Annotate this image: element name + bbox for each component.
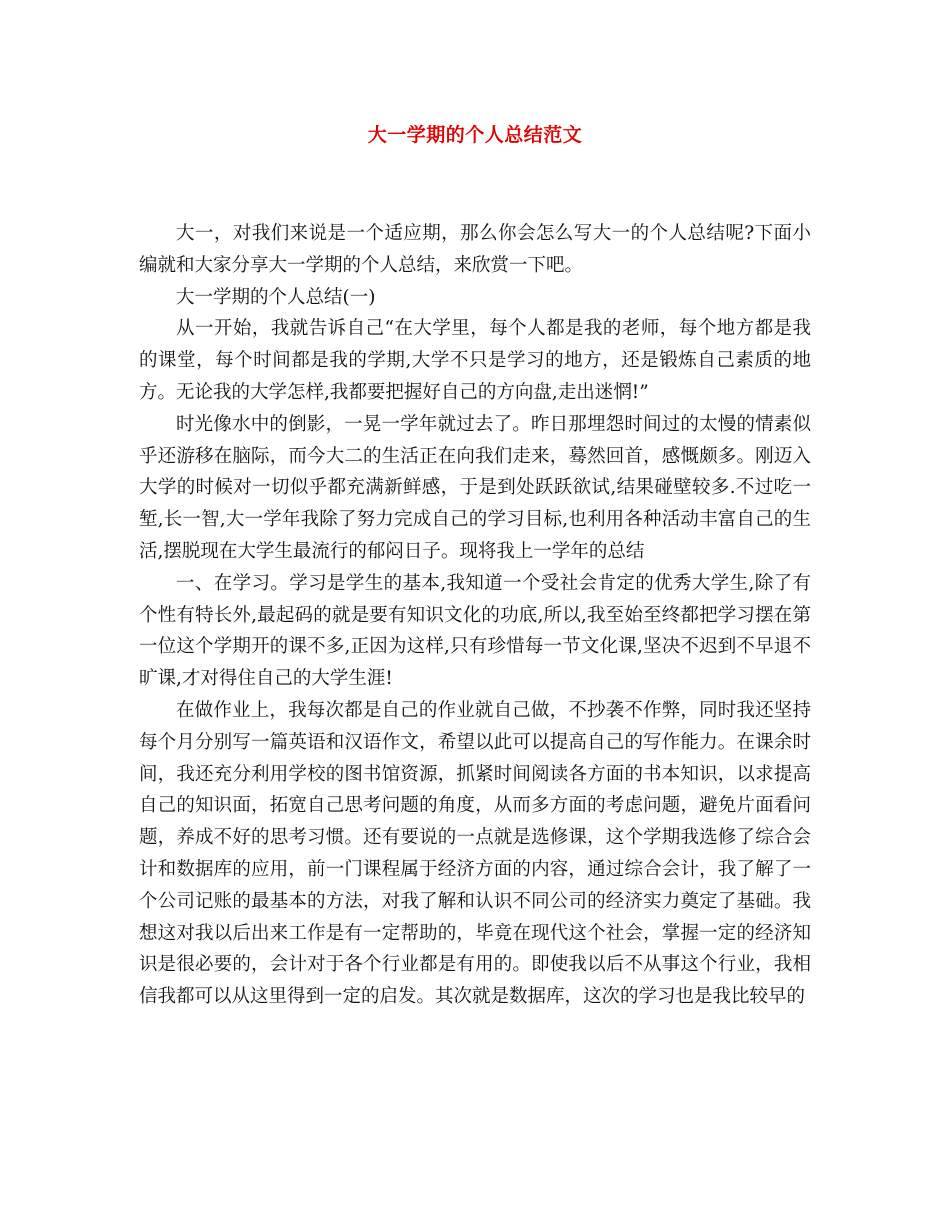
paragraph: 从一开始，我就告诉自己“在大学里，每个人都是我的老师，每个地方都是我的课堂，每个时间都是我的学期,大学不只是学习的地方，还是锻炼自己素质的地方。无论我的大学怎样,我都要把握好自己的方向盘,走出迷惘!” <box>139 318 811 403</box>
paragraph-section-heading: 大一学期的个人总结(一) <box>176 286 376 308</box>
document-title: 大一学期的个人总结范文 <box>367 124 583 146</box>
paragraph: 在做作业上，我每次都是自己的作业就自己做，不抄袭不作弊，同时我还坚持每个月分别写一篇英语和汉语作文，希望以此可以提高自己的写作能力。在课余时间，我还充分利用学校的图书馆资源，抓紧时间阅读各方面的书本知识，以求提高自己的知识面，拓宽自己思考问题的角度，从而多方面的考虑问题，避免片面看问题，养成不好的思考习惯。还有要说的一点就是选修课，这个学期我选修了综合会计和数据库的应用，前一门课程属于经济方面的内容，通过综合会计，我了解了一个公司记账的最基本的方法，对我了解和认识不同公司的经济实力奠定了基础。我想这对我以后出来工作是有一定帮助的，毕竟在现代这个社会，掌握一定的经济知识是很必要的，会计对于各个行业都是有用的。即使我以后不从事这个行业，我相信我都可以从这里得到一定的启发。其次就是数据库，这次的学习也是我比较早的 <box>139 699 811 1008</box>
paragraph: 时光像水中的倒影，一晃一学年就过去了。昨日那埋怨时间过的太慢的情素似乎还游移在脑际，而今大二的生活正在向我们走来，蓦然回首，感慨颇多。刚迈入大学的时候对一切似乎都充满新鲜感，于是到处跃跃欲试,结果碰壁较多.不过吃一堑,长一智,大一学年我除了努力完成自己的学习目标,也利用各种活动丰富自己的生活,摆脱现在大学生最流行的郁闷日子。现将我上一学年的总结 <box>139 413 811 562</box>
paragraph-intro: 大一，对我们来说是一个适应期，那么你会怎么写大一的个人总结呢?下面小编就和大家分享大一学期的个人总结，来欣赏一下吧。 <box>139 223 811 276</box>
paragraph: 一、在学习。学习是学生的基本,我知道一个受社会肯定的优秀大学生,除了有个性有特长外,最起码的就是要有知识文化的功底,所以,我至始至终都把学习摆在第一位这个学期开的课不多,正因为这样,只有珍惜每一节文化课,坚决不迟到不早退不旷课,才对得住自己的大学生涯! <box>139 572 811 690</box>
document-body <box>139 218 811 1013</box>
